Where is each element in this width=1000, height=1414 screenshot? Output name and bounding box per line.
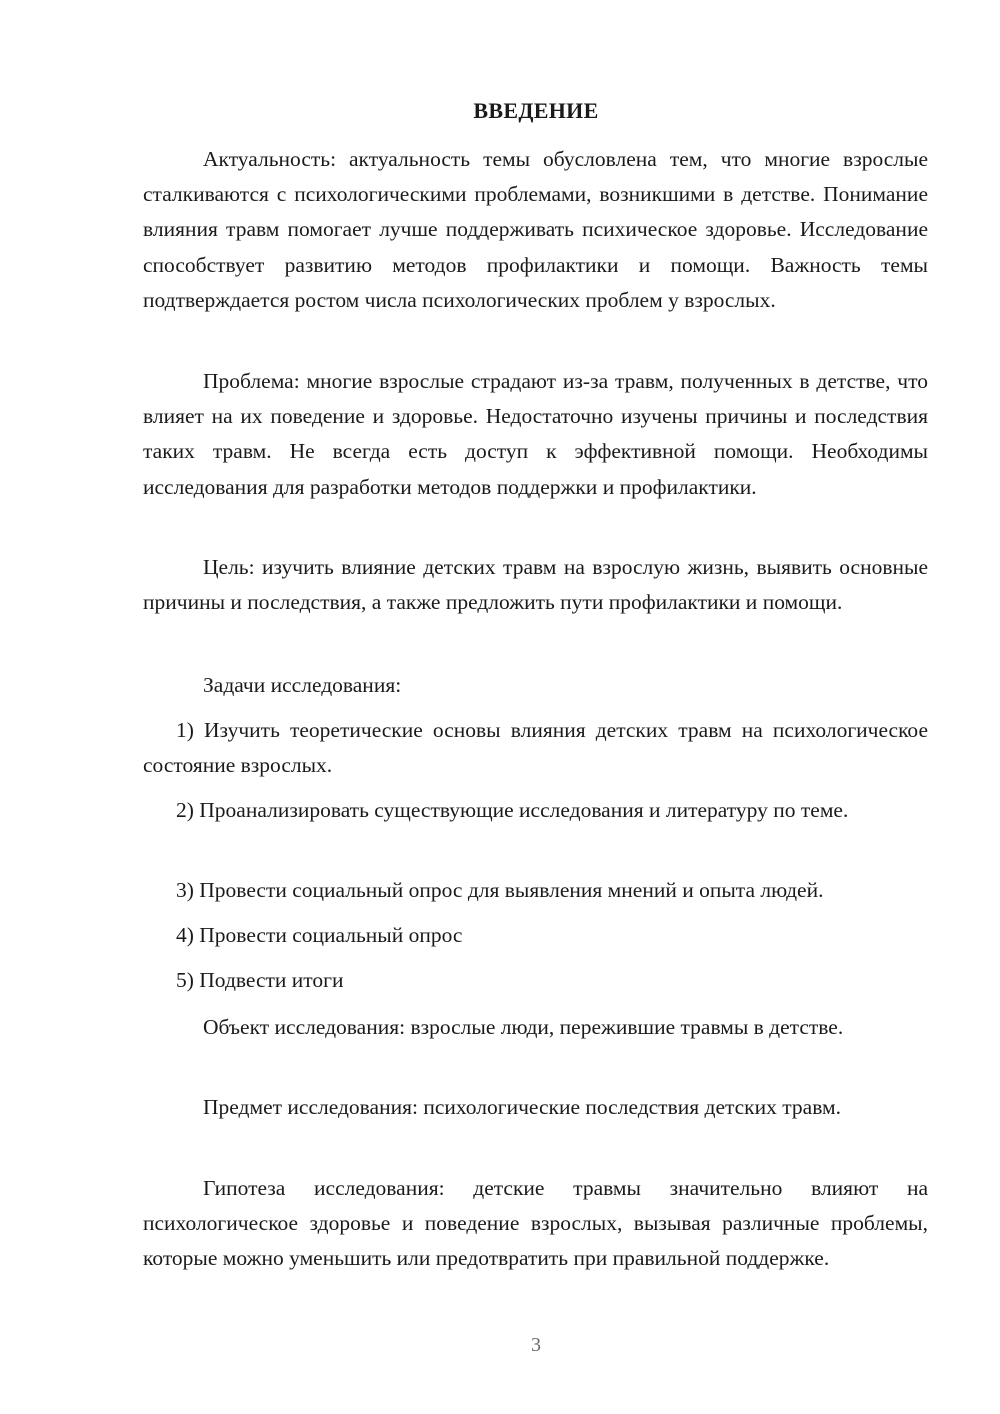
- paragraph-object: Объект исследования: взрослые люди, пережившие травмы в детстве.: [203, 1015, 844, 1039]
- task-item-5: 5) Подвести итоги: [176, 968, 344, 992]
- task-item-4: 4) Провести социальный опрос: [176, 923, 463, 947]
- tasks-heading: Задачи исследования:: [203, 673, 402, 697]
- paragraph-problem: Проблема: многие взрослые страдают из-за травм, полученных в детстве, что влияет на их поведение и здоровье. Недостаточно изучены причины и последствия таких травм. Не всегда есть доступ к эффективной помощи. Необходимы исследования для разработки методов поддержки и профилактики.: [143, 369, 928, 499]
- paragraph-relevance: Актуальность: актуальность темы обусловлена тем, что многие взрослые сталкиваются с психологическими проблемами, возникшими в детстве. Понимание влияния травм помогает лучше поддерживать психическое здоровье. Исследование способствует развитию методов профилактики и помощи. Важность темы подтверждается ростом числа психологических проблем у взрослых.: [143, 147, 928, 312]
- task-item-2: 2) Проанализировать существующие исследования и литературу по теме.: [176, 798, 849, 822]
- task-item-3: 3) Провести социальный опрос для выявления мнений и опыта людей.: [176, 878, 824, 902]
- paragraph-subject: Предмет исследования: психологические последствия детских травм.: [203, 1095, 841, 1119]
- task-item-1: 1) Изучить теоретические основы влияния детских травм на психологическое состояние взрослых.: [143, 718, 928, 778]
- page-number: 3: [531, 1334, 541, 1356]
- paragraph-goal: Цель: изучить влияние детских травм на взрослую жизнь, выявить основные причины и последствия, а также предложить пути профилактики и помощи.: [143, 555, 928, 615]
- paragraph-hypothesis: Гипотеза исследования: детские травмы значительно влияют на психологическое здоровье и поведение взрослых, вызывая различные проблемы, которые можно уменьшить или предотвратить при правильной поддержке.: [143, 1176, 928, 1271]
- section-title: ВВЕДЕНИЕ: [473, 98, 599, 123]
